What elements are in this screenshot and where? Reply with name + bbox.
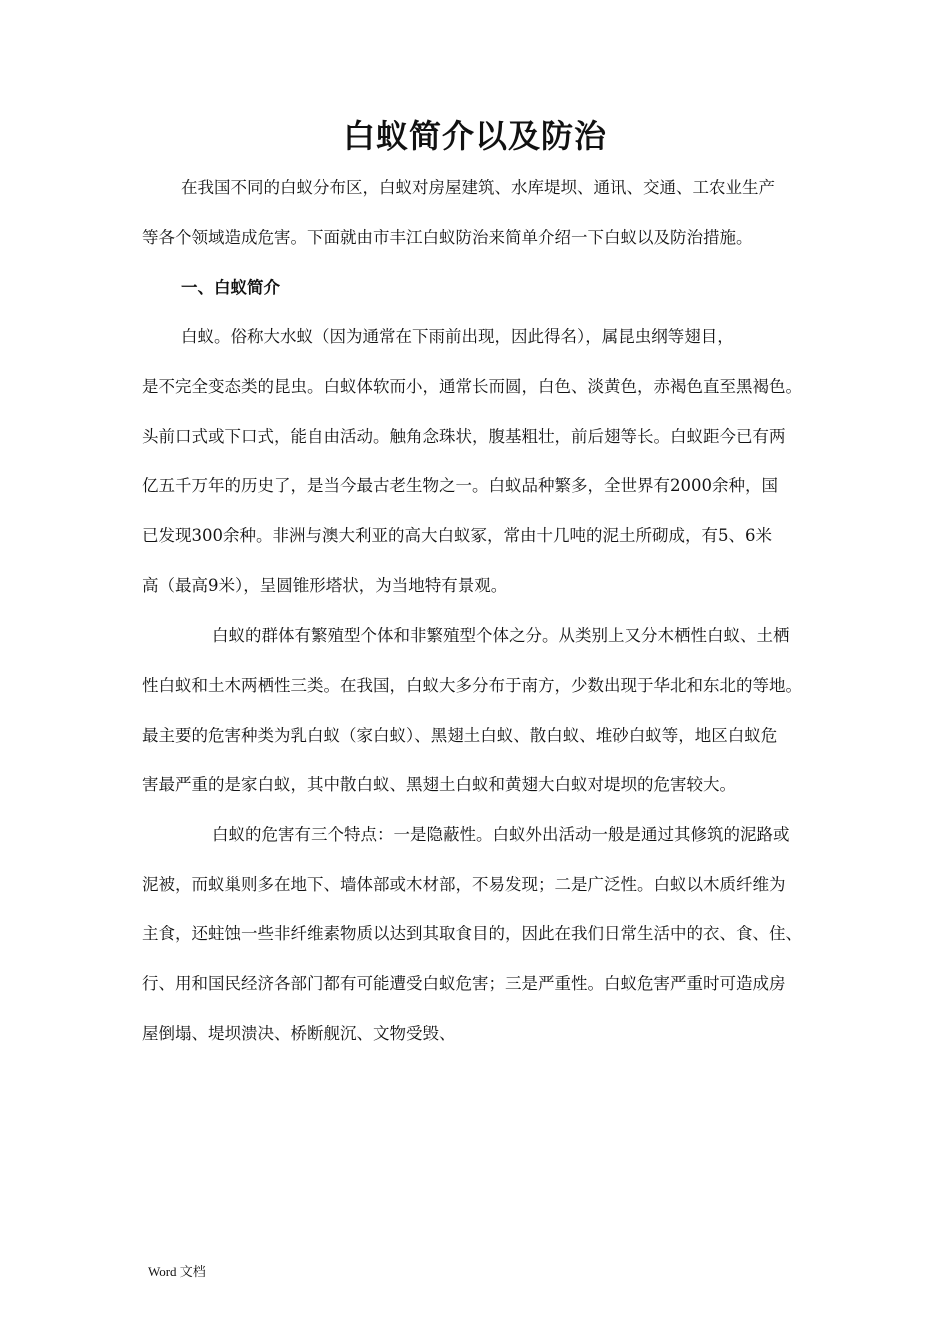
- paragraph-line: 白蚁。俗称大水蚁（因为通常在下雨前出现，因此得名），属昆虫纲等翅目，: [181, 327, 734, 346]
- section-heading: 一、白蚁简介: [181, 278, 280, 297]
- paragraph-line: 是不完全变态类的昆虫。白蚁体软而小，通常长而圆，白色、淡黄色，赤褐色直至黑褐色。: [142, 377, 802, 396]
- paragraph-line: 在我国不同的白蚁分布区，白蚁对房屋建筑、水库堤坝、通讯、交通、工农业生产: [181, 178, 775, 197]
- paragraph-line: 屋倒塌、堤坝溃决、桥断舰沉、文物受毁、: [142, 1024, 456, 1043]
- paragraph-line: 主食，还蛀蚀一些非纤维素物质以达到其取食目的，因此在我们日常生活中的衣、食、住、: [142, 924, 802, 943]
- paragraph-line: 等各个领域造成危害。下面就由市丰江白蚁防治来简单介绍一下白蚁以及防治措施。: [142, 228, 753, 247]
- document-title: 白蚁简介以及防治: [342, 117, 607, 155]
- paragraph-line: 泥被，而蚁巢则多在地下、墙体部或木材部，不易发现；二是广泛性。白蚁以木质纤维为: [142, 875, 786, 894]
- paragraph-line: 白蚁的群体有繁殖型个体和非繁殖型个体之分。从类别上又分木栖性白蚁、土栖: [212, 626, 790, 645]
- paragraph-line: 害最严重的是家白蚁，其中散白蚁、黑翅土白蚁和黄翅大白蚁对堤坝的危害较大。: [142, 775, 736, 794]
- paragraph-line: 头前口式或下口式，能自由活动。触角念珠状，腹基粗壮，前后翅等长。白蚁距今已有两: [142, 427, 786, 446]
- paragraph-line: 亿五千万年的历史了，是当今最古老生物之一。白蚁品种繁多，全世界有2000余种，国: [142, 476, 778, 495]
- paragraph-line: 已发现300余种。非洲与澳大利亚的高大白蚁冢，常由十几吨的泥土所砌成，有5、6米: [142, 526, 772, 545]
- paragraph-line: 白蚁的危害有三个特点：一是隐蔽性。白蚁外出活动一般是通过其修筑的泥路或: [212, 825, 790, 844]
- paragraph-line: 性白蚁和土木两栖性三类。在我国，白蚁大多分布于南方，少数出现于华北和东北的等地。: [142, 676, 802, 695]
- paragraph-line: 行、用和国民经济各部门都有可能遭受白蚁危害；三是严重性。白蚁危害严重时可造成房: [142, 974, 786, 993]
- paragraph-line: 最主要的危害种类为乳白蚁（家白蚁）、黑翅土白蚁、散白蚁、堆砂白蚁等，地区白蚁危: [142, 726, 778, 745]
- paragraph-line: 高（最高9米），呈圆锥形塔状，为当地特有景观。: [142, 576, 508, 595]
- page-footer: Word 文档: [148, 1264, 206, 1279]
